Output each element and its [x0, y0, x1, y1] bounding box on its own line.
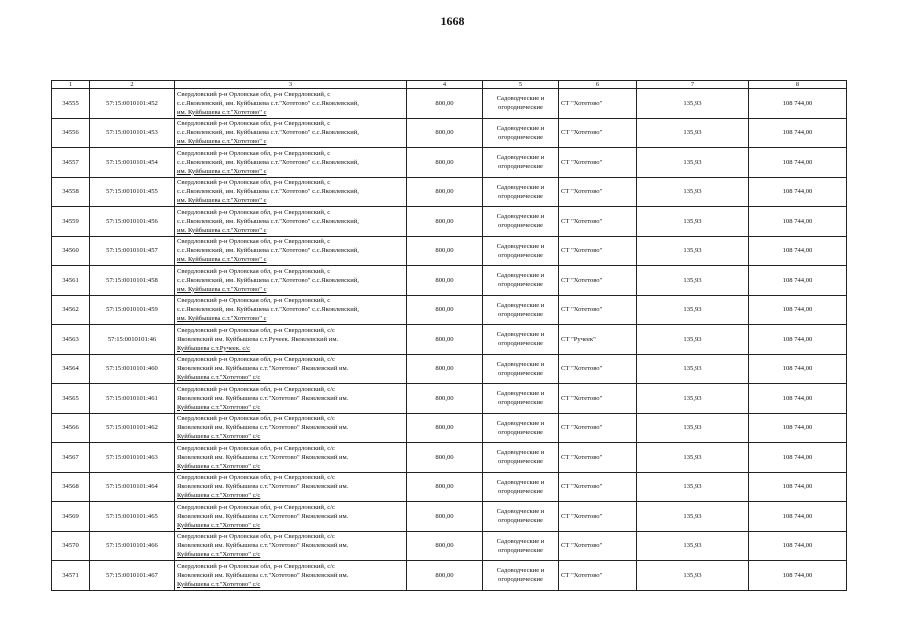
address-line: Яковлевский им. Куйбышева с.т."Хотетово" Яковлевский им.	[177, 571, 349, 579]
cadastral-number-cell: 57:15:0010101:460	[90, 354, 175, 384]
organization-cell: СТ "Хотетово"	[559, 236, 637, 266]
address-line: Яковлевский им. Куйбышева с.т."Хотетово" Яковлевский им.	[177, 483, 349, 491]
address-line: Куйбышева с.т."Хотетово" с/с	[177, 580, 261, 588]
address-line: Свердловский р-н Орловская обл, р-н Свердловский, с/с	[177, 385, 335, 393]
table-row	[52, 148, 847, 178]
row-number-cell: 34556	[52, 118, 90, 148]
table-row	[52, 177, 847, 207]
row-number-cell: 34564	[52, 354, 90, 384]
address-line: им. Куйбышева с.т."Хотетово" с	[177, 285, 267, 293]
land-use-line: Садоводческие и	[496, 390, 545, 398]
land-use-cell	[483, 118, 559, 148]
address-line: Яковлевский им. Куйбышева с.т.Ручеек. Яковлевский им.	[177, 335, 339, 343]
address-cell	[175, 118, 407, 148]
unit-price-cell: 135,93	[637, 502, 749, 532]
address-line: с.с.Яковлевский, им. Куйбышева с.т."Хотетово" с.с.Яковлевский,	[177, 99, 359, 107]
header-cell-8: 8	[749, 81, 847, 89]
address-line: Свердловский р-н Орловская обл, р-н Свердловский, с/с	[177, 503, 335, 511]
cadastral-number-cell: 57:15:0010101:457	[90, 236, 175, 266]
address-line: Куйбышева с.т."Хотетово" с/с	[177, 374, 261, 382]
unit-price-cell: 135,93	[637, 207, 749, 237]
land-use-cell	[483, 443, 559, 473]
address-line: с.с.Яковлевский, им. Куйбышева с.т."Хотетово" с.с.Яковлевский,	[177, 188, 359, 196]
address-line: Куйбышева с.т."Хотетово" с/с	[177, 462, 261, 470]
header-cell-7: 7	[637, 81, 749, 89]
address-cell	[175, 148, 407, 178]
header-cell-2: 2	[90, 81, 175, 89]
address-line: Свердловский р-н Орловская обл, р-н Свердловский, с	[177, 149, 331, 157]
row-number-cell: 34557	[52, 148, 90, 178]
area-cell: 800,00	[407, 413, 483, 443]
organization-cell: СТ "Хотетово"	[559, 89, 637, 119]
row-number-cell: 34571	[52, 561, 90, 591]
land-use-cell	[483, 502, 559, 532]
cadastral-value-cell: 108 744,00	[749, 207, 847, 237]
land-use-line: огороднические	[498, 487, 543, 495]
table-row	[52, 443, 847, 473]
row-number-cell: 34567	[52, 443, 90, 473]
area-cell: 800,00	[407, 561, 483, 591]
row-number-cell: 34570	[52, 531, 90, 561]
cadastral-value-cell: 108 744,00	[749, 177, 847, 207]
land-use-line: Садоводческие и	[496, 419, 545, 427]
address-cell	[175, 472, 407, 502]
address-line: с.с.Яковлевский, им. Куйбышева с.т."Хотетово" с.с.Яковлевский,	[177, 217, 359, 225]
cadastral-value-cell: 108 744,00	[749, 325, 847, 355]
land-use-cell	[483, 561, 559, 591]
land-use-line: огороднические	[498, 369, 543, 377]
address-cell	[175, 295, 407, 325]
table-row	[52, 266, 847, 296]
address-cell	[175, 413, 407, 443]
row-number-cell: 34560	[52, 236, 90, 266]
address-cell	[175, 354, 407, 384]
cadastral-number-cell: 57:15:0010101:456	[90, 207, 175, 237]
land-use-line: огороднические	[498, 340, 543, 348]
organization-cell: СТ "Ручеек"	[559, 325, 637, 355]
unit-price-cell: 135,93	[637, 443, 749, 473]
land-use-line: Садоводческие и	[496, 183, 545, 191]
cadastral-value-cell: 108 744,00	[749, 118, 847, 148]
unit-price-cell: 135,93	[637, 413, 749, 443]
header-row	[52, 81, 847, 89]
area-cell: 800,00	[407, 177, 483, 207]
organization-cell: СТ "Хотетово"	[559, 531, 637, 561]
cadastral-number-cell: 57:15:0010101:466	[90, 531, 175, 561]
table-row	[52, 384, 847, 414]
land-use-cell	[483, 472, 559, 502]
table-row	[52, 89, 847, 119]
address-cell	[175, 236, 407, 266]
organization-cell: СТ "Хотетово"	[559, 207, 637, 237]
land-use-cell	[483, 531, 559, 561]
organization-cell: СТ "Хотетово"	[559, 295, 637, 325]
land-use-line: огороднические	[498, 251, 543, 259]
unit-price-cell: 135,93	[637, 325, 749, 355]
address-line: Свердловский р-н Орловская обл, р-н Свердловский, с	[177, 120, 331, 128]
land-use-line: Садоводческие и	[496, 124, 545, 132]
land-use-line: Садоводческие и	[496, 242, 545, 250]
table-row	[52, 236, 847, 266]
unit-price-cell: 135,93	[637, 295, 749, 325]
area-cell: 800,00	[407, 443, 483, 473]
cadastral-number-cell: 57:15:0010101:454	[90, 148, 175, 178]
header-cell-1: 1	[52, 81, 90, 89]
address-line: с.с.Яковлевский, им. Куйбышева с.т."Хотетово" с.с.Яковлевский,	[177, 247, 359, 255]
cadastral-value-cell: 108 744,00	[749, 89, 847, 119]
address-line: Яковлевский им. Куйбышева с.т."Хотетово" Яковлевский им.	[177, 542, 349, 550]
cadastral-number-cell: 57:15:0010101:465	[90, 502, 175, 532]
land-use-line: огороднические	[498, 133, 543, 141]
row-number-cell: 34559	[52, 207, 90, 237]
unit-price-cell: 135,93	[637, 148, 749, 178]
address-line: Яковлевский им. Куйбышева с.т."Хотетово" Яковлевский им.	[177, 365, 349, 373]
table-row	[52, 354, 847, 384]
address-line: им. Куйбышева с.т."Хотетово" с	[177, 226, 267, 234]
cadastral-value-cell: 108 744,00	[749, 531, 847, 561]
address-line: им. Куйбышева с.т."Хотетово" с	[177, 138, 267, 146]
address-line: Куйбышева с.т."Хотетово" с/с	[177, 521, 261, 529]
organization-cell: СТ "Хотетово"	[559, 266, 637, 296]
address-line: Свердловский р-н Орловская обл, р-н Свердловский, с/с	[177, 326, 335, 334]
address-line: им. Куйбышева с.т."Хотетово" с	[177, 315, 267, 323]
address-line: Свердловский р-н Орловская обл, р-н Свердловский, с/с	[177, 474, 335, 482]
land-use-line: огороднические	[498, 163, 543, 171]
organization-cell: СТ "Хотетово"	[559, 413, 637, 443]
address-line: Свердловский р-н Орловская обл, р-н Свердловский, с	[177, 297, 331, 305]
row-number-cell: 34566	[52, 413, 90, 443]
land-use-cell	[483, 325, 559, 355]
land-use-line: огороднические	[498, 310, 543, 318]
address-cell	[175, 443, 407, 473]
unit-price-cell: 135,93	[637, 354, 749, 384]
address-line: Куйбышева с.т."Хотетово" с/с	[177, 403, 261, 411]
table-row	[52, 295, 847, 325]
address-line: им. Куйбышева с.т."Хотетово" с	[177, 256, 267, 264]
address-line: Свердловский р-н Орловская обл, р-н Свердловский, с/с	[177, 356, 335, 364]
area-cell: 800,00	[407, 118, 483, 148]
cadastral-value-cell: 108 744,00	[749, 443, 847, 473]
land-use-line: Садоводческие и	[496, 537, 545, 545]
page-number: 1668	[440, 14, 465, 28]
cadastral-number-cell: 57:15:0010101:461	[90, 384, 175, 414]
unit-price-cell: 135,93	[637, 531, 749, 561]
land-use-line: Садоводческие и	[496, 360, 545, 368]
land-use-cell	[483, 413, 559, 443]
row-number-cell: 34555	[52, 89, 90, 119]
organization-cell: СТ "Хотетово"	[559, 561, 637, 591]
area-cell: 800,00	[407, 502, 483, 532]
address-line: Куйбышева с.т."Хотетово" с/с	[177, 492, 261, 500]
area-cell: 800,00	[407, 148, 483, 178]
address-line: им. Куйбышева с.т."Хотетово" с	[177, 197, 267, 205]
organization-cell: СТ "Хотетово"	[559, 354, 637, 384]
header-cell-4: 4	[407, 81, 483, 89]
table-row	[52, 502, 847, 532]
cadastral-number-cell: 57:15:0010101:46	[90, 325, 175, 355]
address-line: с.с.Яковлевский, им. Куйбышева с.т."Хотетово" с.с.Яковлевский,	[177, 129, 359, 137]
cadastral-value-cell: 108 744,00	[749, 266, 847, 296]
land-use-line: огороднические	[498, 222, 543, 230]
address-cell	[175, 531, 407, 561]
cadastral-number-cell: 57:15:0010101:464	[90, 472, 175, 502]
land-use-cell	[483, 148, 559, 178]
address-line: с.с.Яковлевский, им. Куйбышева с.т."Хотетово" с.с.Яковлевский,	[177, 158, 359, 166]
cadastral-value-cell: 108 744,00	[749, 472, 847, 502]
area-cell: 800,00	[407, 384, 483, 414]
address-cell	[175, 384, 407, 414]
land-use-line: огороднические	[498, 399, 543, 407]
address-line: Свердловский р-н Орловская обл, р-н Свердловский, с/с	[177, 415, 335, 423]
row-number-cell: 34561	[52, 266, 90, 296]
unit-price-cell: 135,93	[637, 266, 749, 296]
address-line: Куйбышева с.т."Хотетово" с/с	[177, 433, 261, 441]
area-cell: 800,00	[407, 295, 483, 325]
land-use-cell	[483, 354, 559, 384]
cadastral-number-cell: 57:15:0010101:463	[90, 443, 175, 473]
address-line: им. Куйбышева с.т."Хотетово" с	[177, 167, 267, 175]
address-cell	[175, 207, 407, 237]
organization-cell: СТ "Хотетово"	[559, 443, 637, 473]
land-use-line: Садоводческие и	[496, 213, 545, 221]
cadastral-number-cell: 57:15:0010101:462	[90, 413, 175, 443]
cadastral-value-cell: 108 744,00	[749, 295, 847, 325]
area-cell: 800,00	[407, 354, 483, 384]
land-use-line: огороднические	[498, 517, 543, 525]
area-cell: 800,00	[407, 472, 483, 502]
cadastral-number-cell: 57:15:0010101:452	[90, 89, 175, 119]
header-cell-5: 5	[483, 81, 559, 89]
cadastral-number-cell: 57:15:0010101:459	[90, 295, 175, 325]
unit-price-cell: 135,93	[637, 472, 749, 502]
land-use-line: Садоводческие и	[496, 449, 545, 457]
address-line: Свердловский р-н Орловская обл, р-н Свердловский, с	[177, 238, 331, 246]
table-row	[52, 118, 847, 148]
row-number-cell: 34563	[52, 325, 90, 355]
land-use-cell	[483, 236, 559, 266]
unit-price-cell: 135,93	[637, 118, 749, 148]
address-line: Яковлевский им. Куйбышева с.т."Хотетово" Яковлевский им.	[177, 394, 349, 402]
address-cell	[175, 89, 407, 119]
land-use-line: Садоводческие и	[496, 272, 545, 280]
row-number-cell: 34562	[52, 295, 90, 325]
address-cell	[175, 502, 407, 532]
cadastral-value-cell: 108 744,00	[749, 413, 847, 443]
cadastral-value-cell: 108 744,00	[749, 384, 847, 414]
area-cell: 800,00	[407, 207, 483, 237]
address-line: Свердловский р-н Орловская обл, р-н Свердловский, с	[177, 208, 331, 216]
land-use-line: огороднические	[498, 192, 543, 200]
row-number-cell: 34568	[52, 472, 90, 502]
row-number-cell: 34569	[52, 502, 90, 532]
area-cell: 800,00	[407, 531, 483, 561]
address-line: Свердловский р-н Орловская обл, р-н Свердловский, с/с	[177, 562, 335, 570]
table-row	[52, 325, 847, 355]
organization-cell: СТ "Хотетово"	[559, 384, 637, 414]
land-use-cell	[483, 384, 559, 414]
cadastral-value-cell: 108 744,00	[749, 502, 847, 532]
unit-price-cell: 135,93	[637, 89, 749, 119]
land-use-line: Садоводческие и	[496, 508, 545, 516]
address-cell	[175, 177, 407, 207]
header-cell-6: 6	[559, 81, 637, 89]
land-registry-table	[51, 80, 847, 591]
row-number-cell: 34565	[52, 384, 90, 414]
unit-price-cell: 135,93	[637, 177, 749, 207]
address-line: с.с.Яковлевский, им. Куйбышева с.т."Хотетово" с.с.Яковлевский,	[177, 276, 359, 284]
address-line: Яковлевский им. Куйбышева с.т."Хотетово" Яковлевский им.	[177, 512, 349, 520]
organization-cell: СТ "Хотетово"	[559, 148, 637, 178]
land-use-line: Садоводческие и	[496, 567, 545, 575]
cadastral-value-cell: 108 744,00	[749, 148, 847, 178]
row-number-cell: 34558	[52, 177, 90, 207]
area-cell: 800,00	[407, 236, 483, 266]
address-cell	[175, 325, 407, 355]
cadastral-number-cell: 57:15:0010101:458	[90, 266, 175, 296]
land-use-line: огороднические	[498, 576, 543, 584]
land-use-line: Садоводческие и	[496, 301, 545, 309]
address-line: Куйбышева с.т."Хотетово" с/с	[177, 551, 261, 559]
address-cell	[175, 561, 407, 591]
table-row	[52, 561, 847, 591]
address-line: Свердловский р-н Орловская обл, р-н Свердловский, с	[177, 267, 331, 275]
organization-cell: СТ "Хотетово"	[559, 177, 637, 207]
table-row	[52, 413, 847, 443]
address-line: Яковлевский им. Куйбышева с.т."Хотетово" Яковлевский им.	[177, 424, 349, 432]
cadastral-number-cell: 57:15:0010101:467	[90, 561, 175, 591]
address-line: им. Куйбышева с.т."Хотетово" с	[177, 108, 267, 116]
table-row	[52, 531, 847, 561]
area-cell: 800,00	[407, 266, 483, 296]
address-line: Свердловский р-н Орловская обл, р-н Свердловский, с/с	[177, 533, 335, 541]
header-cell-3: 3	[175, 81, 407, 89]
address-line: Свердловский р-н Орловская обл, р-н Свердловский, с	[177, 90, 331, 98]
address-line: с.с.Яковлевский, им. Куйбышева с.т."Хотетово" с.с.Яковлевский,	[177, 306, 359, 314]
land-use-cell	[483, 207, 559, 237]
cadastral-number-cell: 57:15:0010101:455	[90, 177, 175, 207]
area-cell: 800,00	[407, 325, 483, 355]
cadastral-number-cell: 57:15:0010101:453	[90, 118, 175, 148]
land-use-line: огороднические	[498, 428, 543, 436]
address-line: Куйбышева с.т.Ручеек. с/с	[177, 344, 251, 352]
unit-price-cell: 135,93	[637, 561, 749, 591]
address-line: Свердловский р-н Орловская обл, р-н Свердловский, с	[177, 179, 331, 187]
land-use-line: Садоводческие и	[496, 331, 545, 339]
land-use-cell	[483, 177, 559, 207]
cadastral-value-cell: 108 744,00	[749, 561, 847, 591]
land-use-line: огороднические	[498, 281, 543, 289]
organization-cell: СТ "Хотетово"	[559, 118, 637, 148]
land-use-line: Садоводческие и	[496, 154, 545, 162]
table-row	[52, 472, 847, 502]
organization-cell: СТ "Хотетово"	[559, 502, 637, 532]
organization-cell: СТ "Хотетово"	[559, 472, 637, 502]
land-use-line: Садоводческие и	[496, 95, 545, 103]
table-row	[52, 207, 847, 237]
address-line: Яковлевский им. Куйбышева с.т."Хотетово" Яковлевский им.	[177, 453, 349, 461]
cadastral-value-cell: 108 744,00	[749, 236, 847, 266]
unit-price-cell: 135,93	[637, 236, 749, 266]
table-body	[52, 89, 847, 591]
land-use-line: огороднические	[498, 546, 543, 554]
address-cell	[175, 266, 407, 296]
land-use-cell	[483, 295, 559, 325]
land-use-line: Садоводческие и	[496, 478, 545, 486]
land-use-cell	[483, 89, 559, 119]
land-use-line: огороднические	[498, 458, 543, 466]
unit-price-cell: 135,93	[637, 384, 749, 414]
cadastral-value-cell: 108 744,00	[749, 354, 847, 384]
area-cell: 800,00	[407, 89, 483, 119]
land-use-cell	[483, 266, 559, 296]
address-line: Свердловский р-н Орловская обл, р-н Свердловский, с/с	[177, 444, 335, 452]
land-use-line: огороднические	[498, 104, 543, 112]
